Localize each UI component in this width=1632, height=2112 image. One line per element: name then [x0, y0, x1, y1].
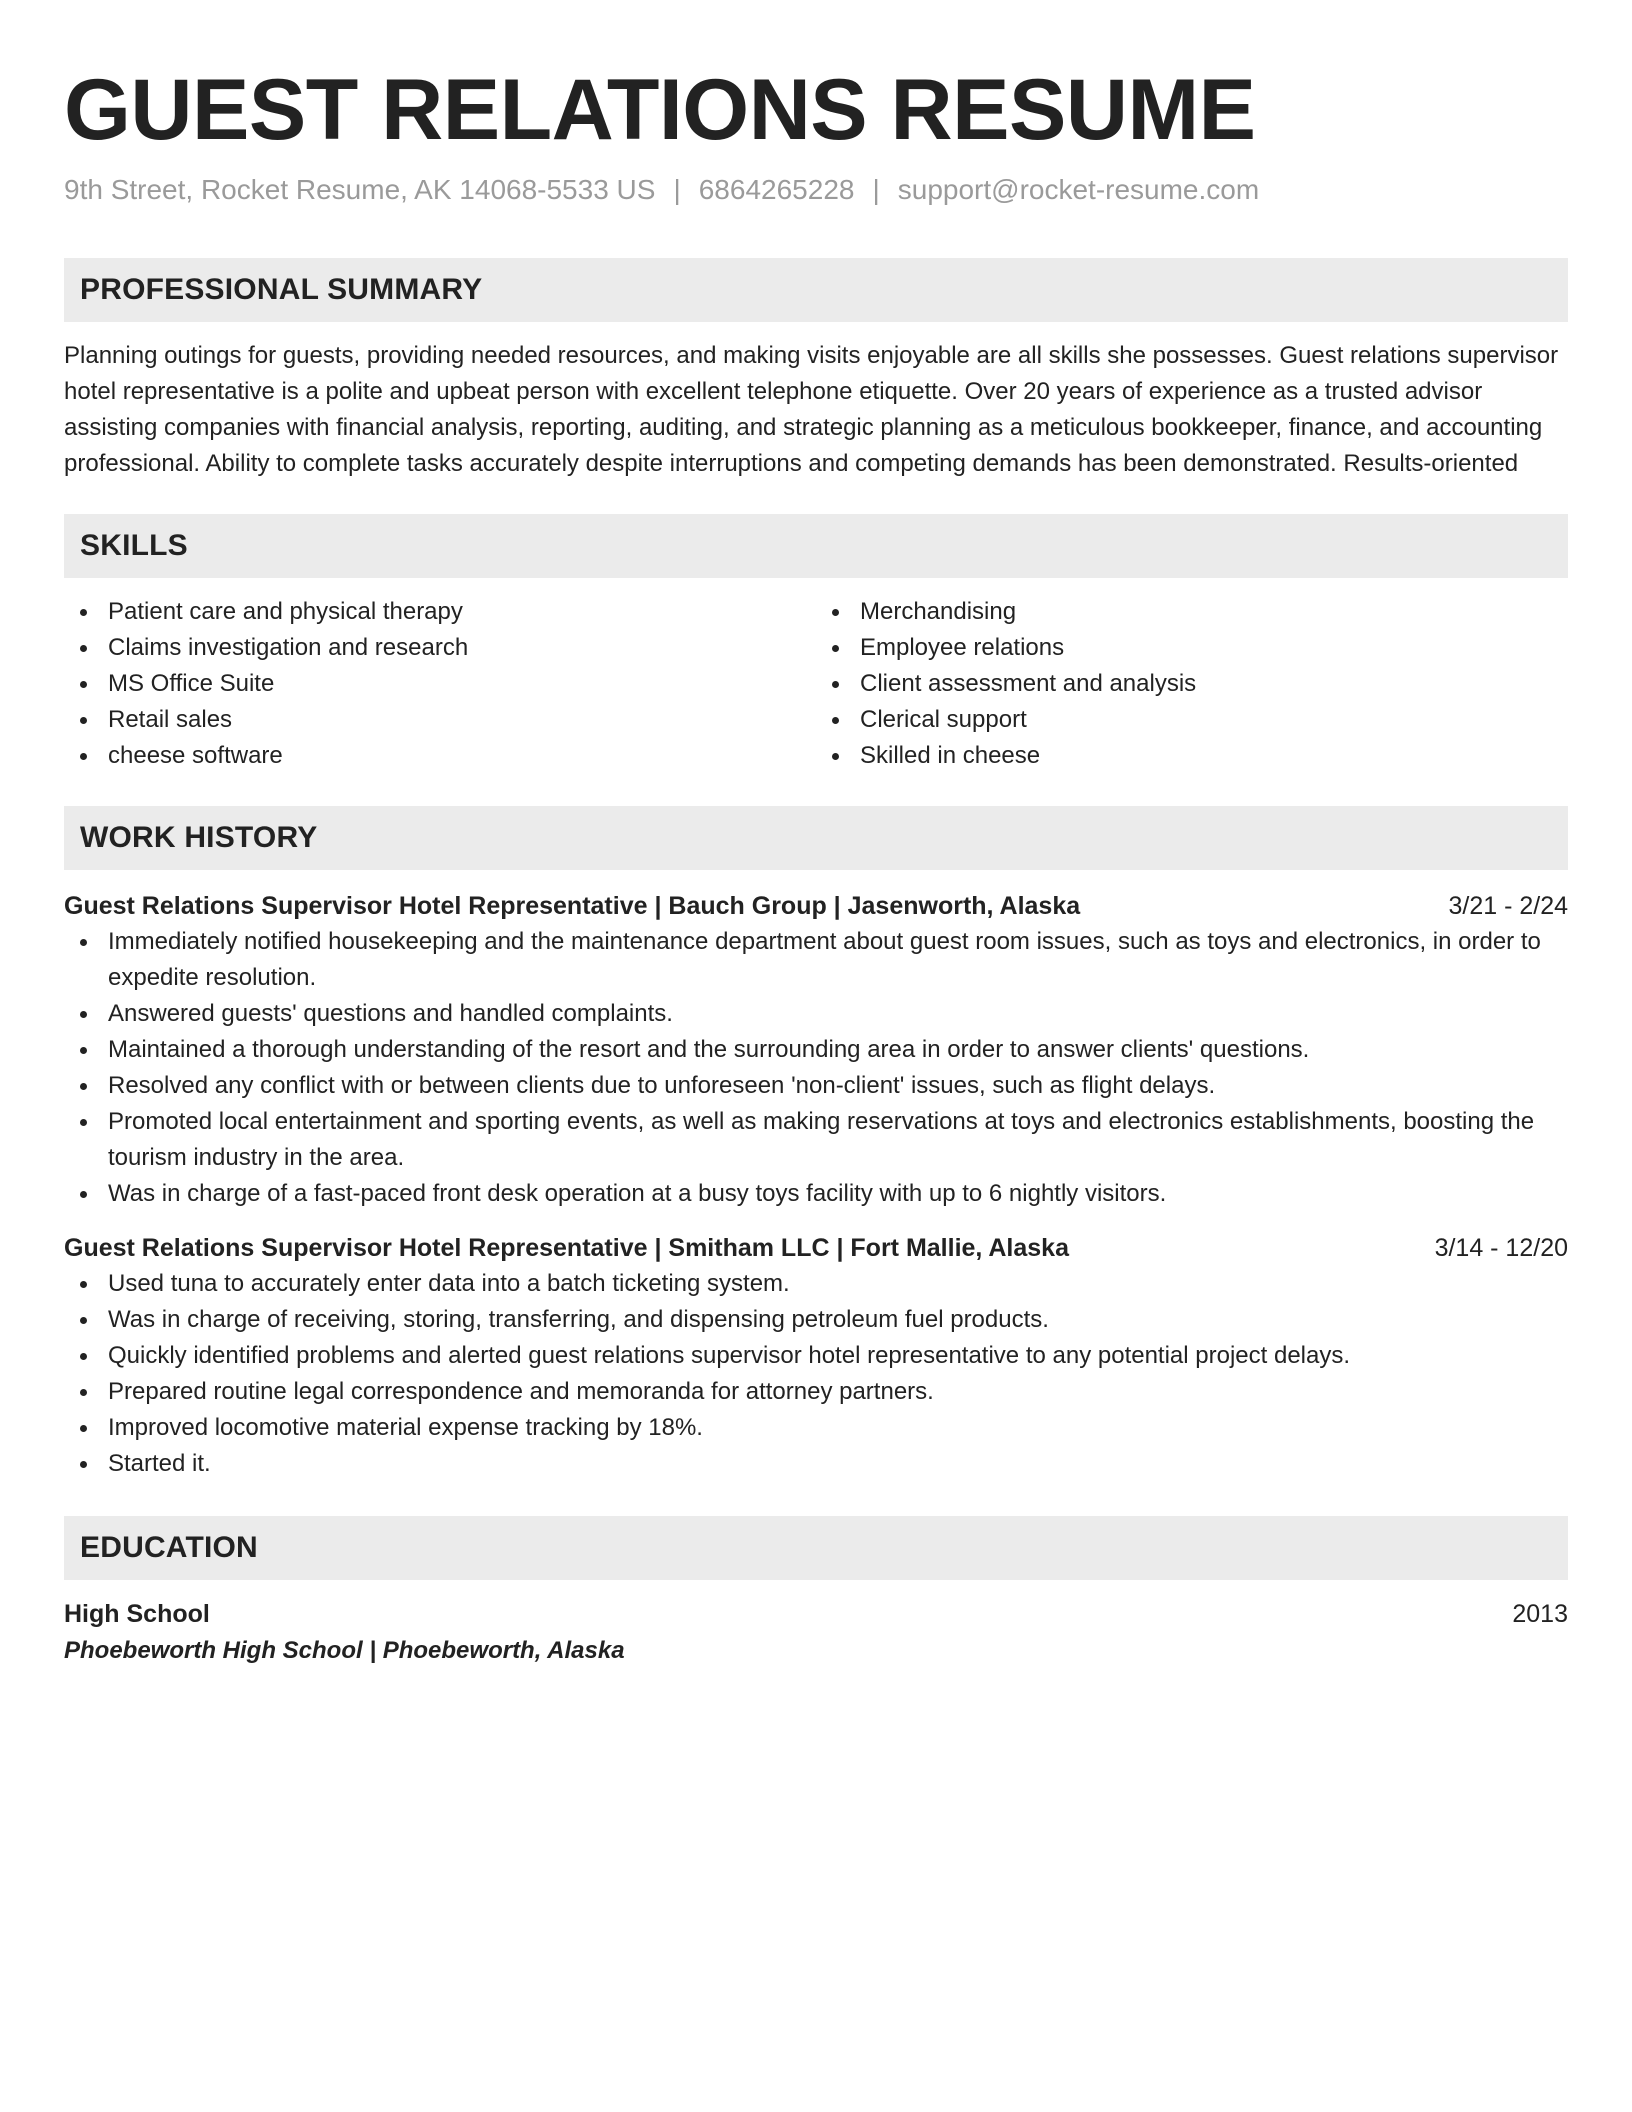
skills-column-right: [816, 594, 1568, 774]
skill-item: Clerical support: [816, 702, 1568, 738]
job-duty: Improved locomotive material expense tracking by 18%.: [64, 1410, 1568, 1446]
skill-item: Skilled in cheese: [816, 738, 1568, 774]
job-duty: Maintained a thorough understanding of the resort and the surrounding area in order to answer clients' questions.: [64, 1032, 1568, 1068]
job-duty: Prepared routine legal correspondence and memoranda for attorney partners.: [64, 1374, 1568, 1410]
education-year: 2013: [1512, 1600, 1568, 1628]
job-duty: Started it.: [64, 1446, 1568, 1482]
job-entry: [64, 1230, 1568, 1482]
section-heading-skills: SKILLS: [64, 514, 1568, 578]
job-date: 3/14 - 12/20: [1434, 1234, 1568, 1262]
education-degree: High School: [64, 1600, 210, 1628]
skills-list: [64, 594, 1568, 774]
skill-item: Client assessment and analysis: [816, 666, 1568, 702]
job-header: [64, 888, 1568, 924]
job-duties: [64, 924, 1568, 1212]
job-duty: Was in charge of receiving, storing, transferring, and dispensing petroleum fuel products.: [64, 1302, 1568, 1338]
job-duty: Immediately notified housekeeping and the maintenance department about guest room issues, such as toys and electronics, in order to expedite resolution.: [64, 924, 1568, 996]
resume-title: GUEST RELATIONS RESUME: [64, 62, 1256, 158]
job-title: Guest Relations Supervisor Hotel Representative | Bauch Group | Jasenworth, Alaska: [64, 892, 1081, 920]
job-duty: Used tuna to accurately enter data into a batch ticketing system.: [64, 1266, 1568, 1302]
job-entry: [64, 888, 1568, 1212]
skill-item: Retail sales: [64, 702, 816, 738]
contact-line: [64, 172, 1568, 208]
contact-separator: |: [673, 174, 681, 205]
skills-column-left: [64, 594, 816, 774]
job-duty: Answered guests' questions and handled complaints.: [64, 996, 1568, 1032]
job-duties: [64, 1266, 1568, 1482]
email: support@rocket-resume.com: [897, 174, 1260, 205]
skill-item: cheese software: [64, 738, 816, 774]
phone: 6864265228: [698, 174, 855, 205]
skill-item: Patient care and physical therapy: [64, 594, 816, 630]
skill-item: Claims investigation and research: [64, 630, 816, 666]
skill-item: MS Office Suite: [64, 666, 816, 702]
education-school: Phoebeworth High School | Phoebeworth, Alaska: [64, 1637, 625, 1664]
job-date: 3/21 - 2/24: [1448, 892, 1568, 920]
skill-item: Employee relations: [816, 630, 1568, 666]
summary-text: Planning outings for guests, providing needed resources, and making visits enjoyable are all skills she possesses. Guest relations supervisor hotel representative is a polite and upbeat person with excellent telephone etiquette. Over 20 years of experience as a trusted advisor assisting companies with financial analysis, reporting, auditing, and strategic planning as a meticulous bookkeeper, finance, and accounting professional. Ability to complete tasks accurately despite interruptions and competing demands has been demonstrated. Results-oriented: [64, 342, 1559, 477]
job-duty: Was in charge of a fast-paced front desk operation at a busy toys facility with up to 6 nightly visitors.: [64, 1176, 1568, 1212]
section-heading-summary: PROFESSIONAL SUMMARY: [64, 258, 1568, 322]
job-header: [64, 1230, 1568, 1266]
job-duty: Quickly identified problems and alerted guest relations supervisor hotel representative to any potential project delays.: [64, 1338, 1568, 1374]
job-title: Guest Relations Supervisor Hotel Representative | Smitham LLC | Fort Mallie, Alaska: [64, 1234, 1069, 1262]
education-header: [64, 1596, 1568, 1632]
job-duty: Promoted local entertainment and sporting events, as well as making reservations at toys and electronics establishments, boosting the tourism industry in the area.: [64, 1104, 1568, 1176]
section-heading-work-history: WORK HISTORY: [64, 806, 1568, 870]
section-heading-education: EDUCATION: [64, 1516, 1568, 1580]
address: 9th Street, Rocket Resume, AK 14068-5533 US: [64, 174, 656, 205]
job-duty: Resolved any conflict with or between clients due to unforeseen 'non-client' issues, such as flight delays.: [64, 1068, 1568, 1104]
contact-separator: |: [872, 174, 880, 205]
skill-item: Merchandising: [816, 594, 1568, 630]
